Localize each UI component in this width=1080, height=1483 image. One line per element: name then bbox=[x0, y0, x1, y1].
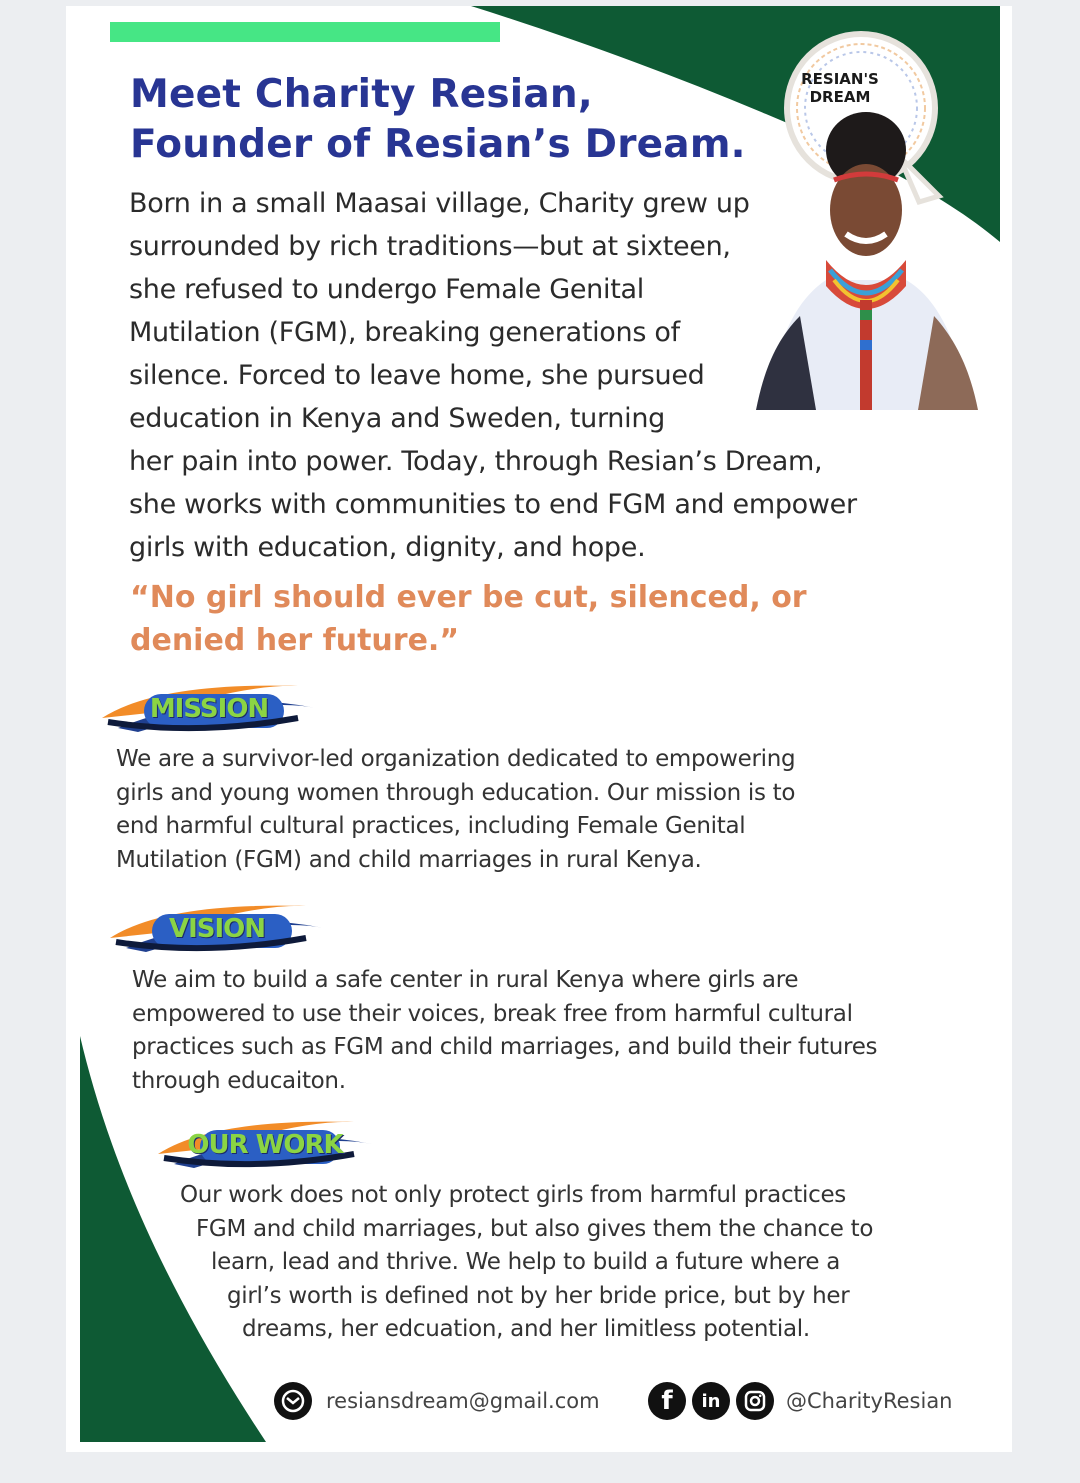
bio-line: silence. Forced to leave home, she pursued bbox=[129, 360, 705, 391]
logo-line-2: DREAM bbox=[809, 88, 871, 106]
logo-line-1: RESIAN'S bbox=[801, 70, 879, 88]
bio-line: education in Kenya and Sweden, turning bbox=[129, 403, 665, 434]
flyer-card bbox=[66, 6, 1012, 1452]
vision-line: empowered to use their voices, break free from harmful cultural bbox=[132, 1000, 853, 1027]
bio-paragraph bbox=[129, 182, 939, 569]
instagram-icon[interactable] bbox=[736, 1382, 774, 1420]
vision-banner bbox=[106, 898, 328, 960]
mission-line: We are a survivor-led organization dedicated to empowering bbox=[116, 746, 796, 772]
bio-line: she works with communities to end FGM and empower bbox=[129, 489, 857, 520]
mission-paragraph bbox=[116, 743, 795, 877]
bio-line: surrounded by rich traditions—but at sixteen, bbox=[129, 231, 731, 262]
ourwork-line: girl’s worth is defined not by her bride price, but by her bbox=[227, 1282, 850, 1309]
quote-line: denied her future.” bbox=[130, 623, 460, 658]
title-line-1: Meet Charity Resian, bbox=[130, 72, 593, 117]
bio-line: Mutilation (FGM), breaking generations of bbox=[129, 317, 680, 348]
bio-line: her pain into power. Today, through Resian’s Dream, bbox=[129, 446, 823, 477]
bio-line: Born in a small Maasai village, Charity grew up bbox=[129, 188, 750, 219]
mission-line: end harmful cultural practices, including Female Genital bbox=[116, 813, 746, 839]
mission-line: Mutilation (FGM) and child marriages in rural Kenya. bbox=[116, 846, 702, 873]
ourwork-line: FGM and child marriages, but also gives them the chance to bbox=[196, 1215, 874, 1242]
facebook-icon[interactable]: f bbox=[648, 1382, 686, 1420]
email-icon bbox=[274, 1382, 312, 1420]
footer-social bbox=[648, 1382, 953, 1420]
ourwork-label: OUR WORK bbox=[187, 1130, 343, 1160]
logo-text bbox=[778, 70, 902, 106]
vision-line: through educaiton. bbox=[132, 1067, 346, 1094]
ourwork-paragraph bbox=[180, 1179, 873, 1347]
mission-label: MISSION bbox=[149, 694, 269, 724]
quote-line: “No girl should ever be cut, silenced, or bbox=[130, 580, 807, 615]
ourwork-banner bbox=[154, 1114, 376, 1176]
footer-email bbox=[274, 1382, 600, 1420]
page-title bbox=[130, 70, 746, 170]
bio-line: girls with education, dignity, and hope. bbox=[129, 532, 646, 563]
vision-line: We aim to build a safe center in rural Kenya where girls are bbox=[132, 967, 799, 993]
vision-label: VISION bbox=[168, 914, 266, 944]
mission-banner bbox=[98, 678, 320, 740]
founder-quote bbox=[130, 576, 807, 662]
title-line-2: Founder of Resian’s Dream. bbox=[130, 122, 746, 167]
ourwork-line: dreams, her edcuation, and her limitless potential. bbox=[242, 1316, 810, 1342]
vision-line: practices such as FGM and child marriages, and build their futures bbox=[132, 1034, 878, 1060]
mission-line: girls and young women through education. Our mission is to bbox=[116, 779, 796, 806]
linkedin-icon[interactable]: in bbox=[692, 1382, 730, 1420]
vision-paragraph bbox=[132, 964, 877, 1098]
ourwork-line: learn, lead and thrive. We help to build a future where a bbox=[211, 1249, 841, 1275]
bio-line: she refused to undergo Female Genital bbox=[129, 274, 644, 305]
ourwork-line: Our work does not only protect girls from harmful practices bbox=[180, 1182, 846, 1208]
social-handle[interactable]: @CharityResian bbox=[786, 1389, 953, 1413]
email-address[interactable]: resiansdream@gmail.com bbox=[326, 1389, 600, 1413]
